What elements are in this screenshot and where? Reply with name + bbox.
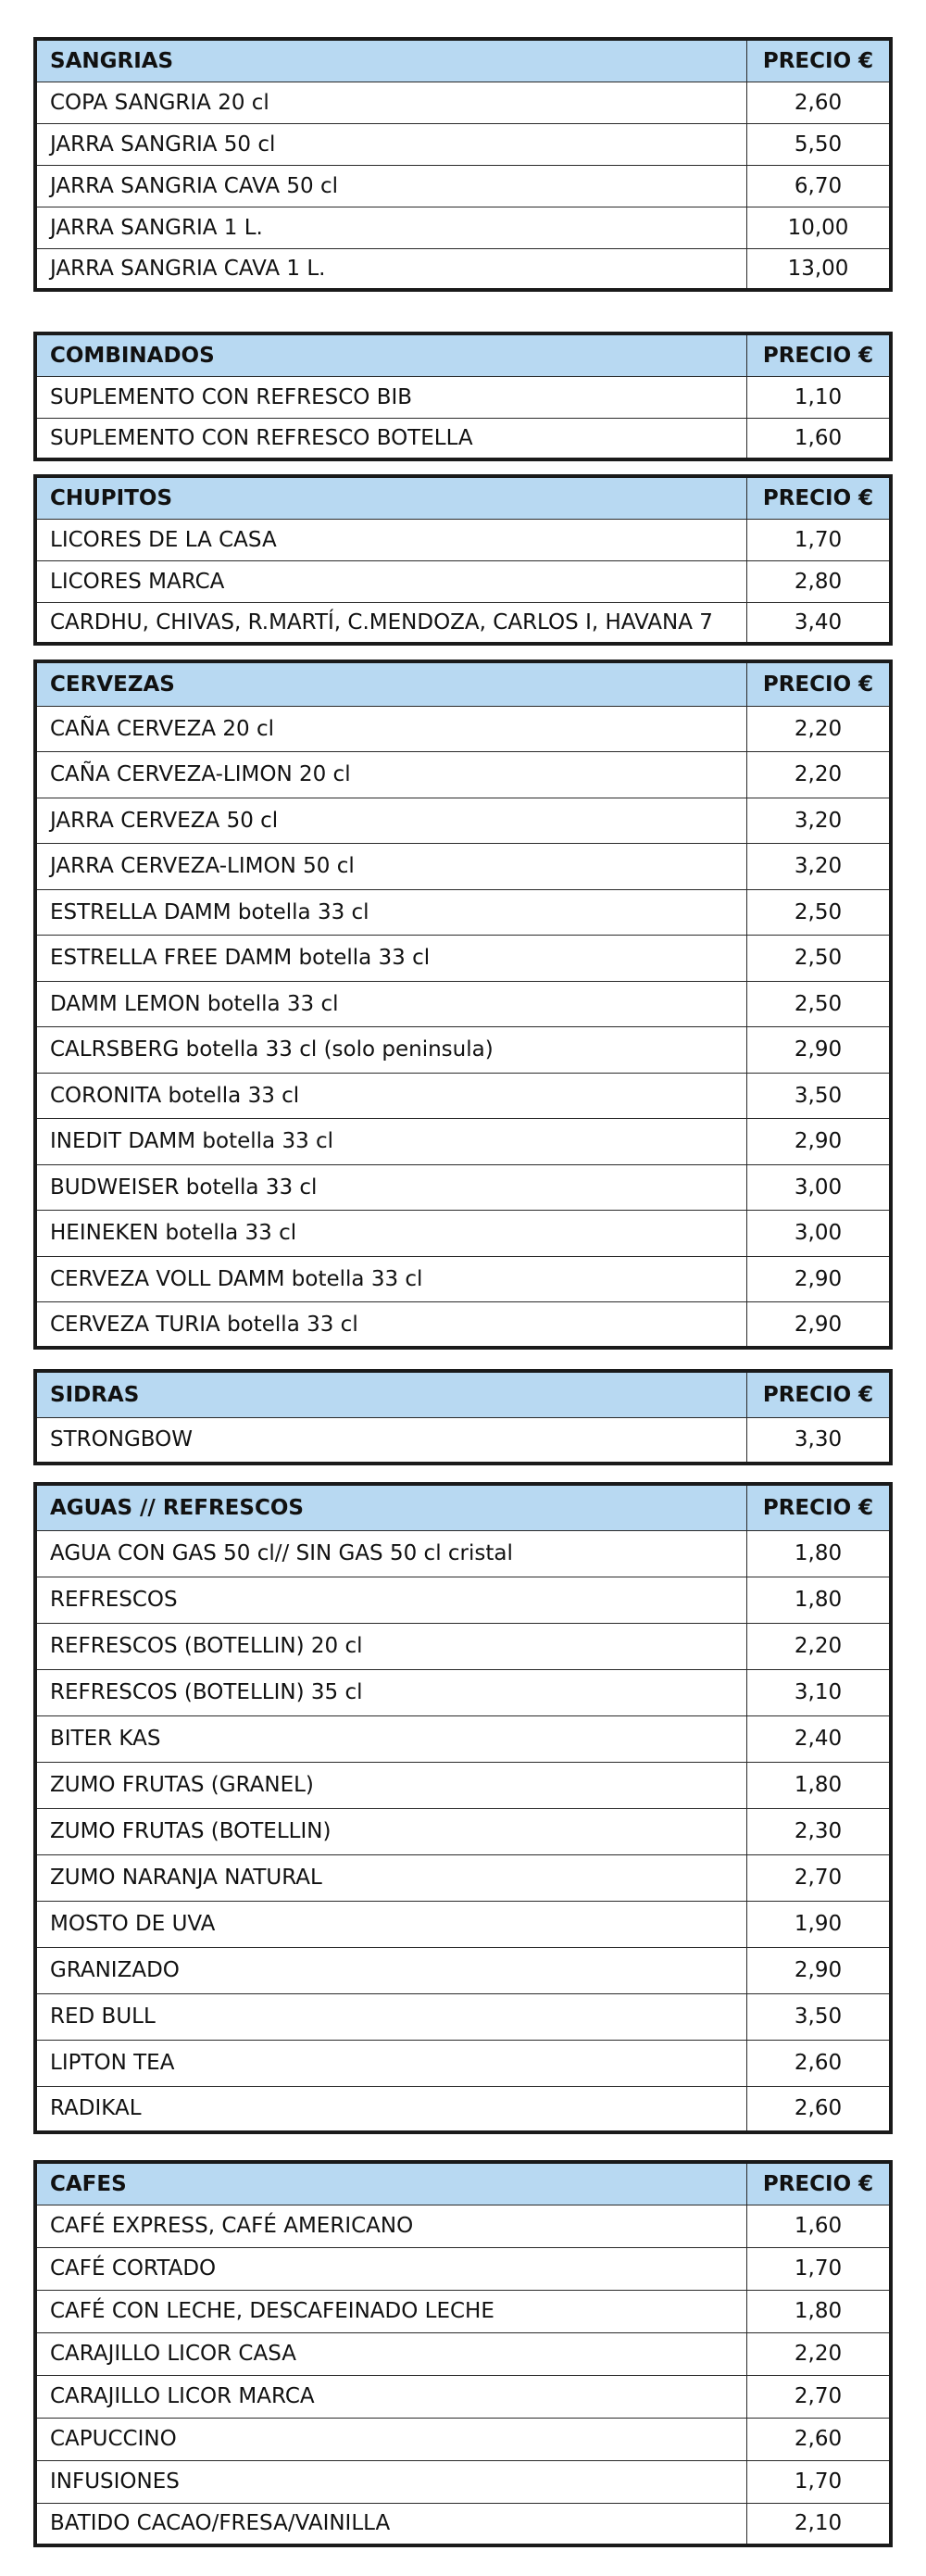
table-row <box>35 560 891 602</box>
item-name: ZUMO FRUTAS (GRANEL) <box>35 1762 747 1808</box>
item-name: REFRESCOS (BOTELLIN) 35 cl <box>35 1669 747 1715</box>
table-row <box>35 1302 891 1349</box>
menu-section-sidras <box>33 1369 893 1465</box>
item-name: LIPTON TEA <box>35 2040 747 2086</box>
item-name: CALRSBERG botella 33 cl (solo peninsula) <box>35 1027 747 1074</box>
item-price: 1,60 <box>747 418 892 459</box>
item-name: COPA SANGRIA 20 cl <box>35 82 747 123</box>
item-price: 2,40 <box>747 1715 892 1762</box>
price-header: PRECIO € <box>747 1484 892 1530</box>
section-title: SANGRIAS <box>35 39 747 82</box>
item-name: JARRA CERVEZA 50 cl <box>35 798 747 844</box>
item-price: 2,60 <box>747 2040 892 2086</box>
item-name: HEINEKEN botella 33 cl <box>35 1211 747 1257</box>
menu-section-sangrias <box>33 37 893 292</box>
table-row <box>35 936 891 982</box>
menu-section-aguas-refrescos <box>33 1482 893 2134</box>
item-price: 2,90 <box>747 1256 892 1302</box>
item-price: 1,70 <box>747 519 892 560</box>
item-name: JARRA SANGRIA 50 cl <box>35 123 747 165</box>
table-row <box>35 207 891 248</box>
item-name: CAFÉ CORTADO <box>35 2247 747 2290</box>
item-price: 3,50 <box>747 1993 892 2040</box>
menu-section-cervezas <box>33 660 893 1350</box>
item-price: 6,70 <box>747 165 892 207</box>
table-row <box>35 1669 891 1715</box>
item-name: JARRA SANGRIA CAVA 50 cl <box>35 165 747 207</box>
item-name: ESTRELLA FREE DAMM botella 33 cl <box>35 936 747 982</box>
item-price: 1,70 <box>747 2247 892 2290</box>
item-price: 5,50 <box>747 123 892 165</box>
table-row <box>35 706 891 752</box>
table-row <box>35 1808 891 1854</box>
item-price: 2,50 <box>747 889 892 936</box>
item-price: 2,90 <box>747 1947 892 1993</box>
item-price: 2,50 <box>747 981 892 1027</box>
section-title: SIDRAS <box>35 1371 747 1417</box>
item-price: 1,80 <box>747 2290 892 2332</box>
item-name: ESTRELLA DAMM botella 33 cl <box>35 889 747 936</box>
price-header: PRECIO € <box>747 333 892 376</box>
table-row <box>35 1073 891 1119</box>
table-row <box>35 1211 891 1257</box>
item-name: GRANIZADO <box>35 1947 747 1993</box>
item-price: 3,20 <box>747 798 892 844</box>
section-title: CHUPITOS <box>35 476 747 519</box>
table-row <box>35 1947 891 1993</box>
item-name: REFRESCOS (BOTELLIN) 20 cl <box>35 1623 747 1669</box>
item-name: CAFÉ EXPRESS, CAFÉ AMERICANO <box>35 2205 747 2247</box>
item-price: 3,30 <box>747 1417 892 1464</box>
item-name: BATIDO CACAO/FRESA/VAINILLA <box>35 2503 747 2545</box>
item-price: 2,50 <box>747 936 892 982</box>
item-name: CARAJILLO LICOR MARCA <box>35 2375 747 2418</box>
table-row <box>35 2460 891 2503</box>
table-row <box>35 165 891 207</box>
table-row <box>35 1530 891 1577</box>
section-title: AGUAS // REFRESCOS <box>35 1484 747 1530</box>
item-price: 2,20 <box>747 1623 892 1669</box>
table-row <box>35 1901 891 1947</box>
table-row <box>35 1993 891 2040</box>
item-price: 2,90 <box>747 1302 892 1349</box>
table-row <box>35 2290 891 2332</box>
item-name: CAÑA CERVEZA 20 cl <box>35 706 747 752</box>
table-row <box>35 1762 891 1808</box>
item-price: 2,30 <box>747 1808 892 1854</box>
table-row <box>35 844 891 890</box>
menu-section-cafes <box>33 2160 893 2547</box>
item-price: 2,10 <box>747 2503 892 2545</box>
item-price: 1,80 <box>747 1762 892 1808</box>
item-price: 1,10 <box>747 376 892 418</box>
price-header: PRECIO € <box>747 661 892 706</box>
item-name: LICORES DE LA CASA <box>35 519 747 560</box>
table-row <box>35 418 891 459</box>
item-price: 2,20 <box>747 752 892 798</box>
table-row <box>35 1164 891 1211</box>
table-row <box>35 1417 891 1464</box>
item-price: 2,70 <box>747 2375 892 2418</box>
item-name: CAÑA CERVEZA-LIMON 20 cl <box>35 752 747 798</box>
item-price: 1,80 <box>747 1577 892 1623</box>
item-price: 1,60 <box>747 2205 892 2247</box>
table-row <box>35 519 891 560</box>
table-row <box>35 2332 891 2375</box>
item-name: RED BULL <box>35 1993 747 2040</box>
item-price: 2,90 <box>747 1027 892 1074</box>
table-row <box>35 752 891 798</box>
table-row <box>35 981 891 1027</box>
item-name: INFUSIONES <box>35 2460 747 2503</box>
item-price: 3,10 <box>747 1669 892 1715</box>
section-title: CAFES <box>35 2162 747 2205</box>
item-price: 10,00 <box>747 207 892 248</box>
item-price: 3,50 <box>747 1073 892 1119</box>
item-price: 3,00 <box>747 1211 892 1257</box>
item-name: JARRA CERVEZA-LIMON 50 cl <box>35 844 747 890</box>
item-price: 2,90 <box>747 1119 892 1165</box>
price-header: PRECIO € <box>747 2162 892 2205</box>
section-title: COMBINADOS <box>35 333 747 376</box>
table-row <box>35 248 891 290</box>
item-name: SUPLEMENTO CON REFRESCO BOTELLA <box>35 418 747 459</box>
table-row <box>35 1854 891 1901</box>
table-row <box>35 2205 891 2247</box>
item-name: CAFÉ CON LECHE, DESCAFEINADO LECHE <box>35 2290 747 2332</box>
table-row <box>35 1119 891 1165</box>
table-row <box>35 1256 891 1302</box>
item-price: 2,80 <box>747 560 892 602</box>
item-price: 2,20 <box>747 2332 892 2375</box>
item-price: 2,60 <box>747 82 892 123</box>
item-price: 2,60 <box>747 2418 892 2460</box>
item-price: 3,20 <box>747 844 892 890</box>
item-name: LICORES MARCA <box>35 560 747 602</box>
price-header: PRECIO € <box>747 39 892 82</box>
item-name: DAMM LEMON botella 33 cl <box>35 981 747 1027</box>
item-name: STRONGBOW <box>35 1417 747 1464</box>
menu-section-combinados <box>33 332 893 461</box>
item-name: CORONITA botella 33 cl <box>35 1073 747 1119</box>
item-name: INEDIT DAMM botella 33 cl <box>35 1119 747 1165</box>
table-row <box>35 889 891 936</box>
table-row <box>35 1027 891 1074</box>
price-header: PRECIO € <box>747 1371 892 1417</box>
item-price: 3,00 <box>747 1164 892 1211</box>
item-name: CAPUCCINO <box>35 2418 747 2460</box>
item-name: ZUMO NARANJA NATURAL <box>35 1854 747 1901</box>
item-name: ZUMO FRUTAS (BOTELLIN) <box>35 1808 747 1854</box>
item-name: SUPLEMENTO CON REFRESCO BIB <box>35 376 747 418</box>
table-row <box>35 798 891 844</box>
item-name: RADIKAL <box>35 2086 747 2132</box>
table-row <box>35 602 891 644</box>
item-price: 2,60 <box>747 2086 892 2132</box>
item-price: 1,70 <box>747 2460 892 2503</box>
item-name: JARRA SANGRIA CAVA 1 L. <box>35 248 747 290</box>
table-row <box>35 1577 891 1623</box>
item-price: 13,00 <box>747 248 892 290</box>
item-price: 3,40 <box>747 602 892 644</box>
table-row <box>35 376 891 418</box>
table-row <box>35 2040 891 2086</box>
item-name: AGUA CON GAS 50 cl// SIN GAS 50 cl cristal <box>35 1530 747 1577</box>
menu-section-chupitos <box>33 474 893 646</box>
item-name: CERVEZA TURIA botella 33 cl <box>35 1302 747 1349</box>
table-row <box>35 123 891 165</box>
item-name: BUDWEISER botella 33 cl <box>35 1164 747 1211</box>
item-name: CARDHU, CHIVAS, R.MARTÍ, C.MENDOZA, CARLOS I, HAVANA 7 <box>35 602 747 644</box>
table-row <box>35 1623 891 1669</box>
price-header: PRECIO € <box>747 476 892 519</box>
table-row <box>35 2503 891 2545</box>
table-row <box>35 2375 891 2418</box>
item-name: CERVEZA VOLL DAMM botella 33 cl <box>35 1256 747 1302</box>
table-row <box>35 2086 891 2132</box>
table-row <box>35 1715 891 1762</box>
item-price: 1,80 <box>747 1530 892 1577</box>
item-name: JARRA SANGRIA 1 L. <box>35 207 747 248</box>
item-name: BITER KAS <box>35 1715 747 1762</box>
table-row <box>35 2247 891 2290</box>
item-price: 1,90 <box>747 1901 892 1947</box>
item-name: REFRESCOS <box>35 1577 747 1623</box>
table-row <box>35 82 891 123</box>
item-price: 2,20 <box>747 706 892 752</box>
item-name: MOSTO DE UVA <box>35 1901 747 1947</box>
item-name: CARAJILLO LICOR CASA <box>35 2332 747 2375</box>
section-title: CERVEZAS <box>35 661 747 706</box>
item-price: 2,70 <box>747 1854 892 1901</box>
table-row <box>35 2418 891 2460</box>
